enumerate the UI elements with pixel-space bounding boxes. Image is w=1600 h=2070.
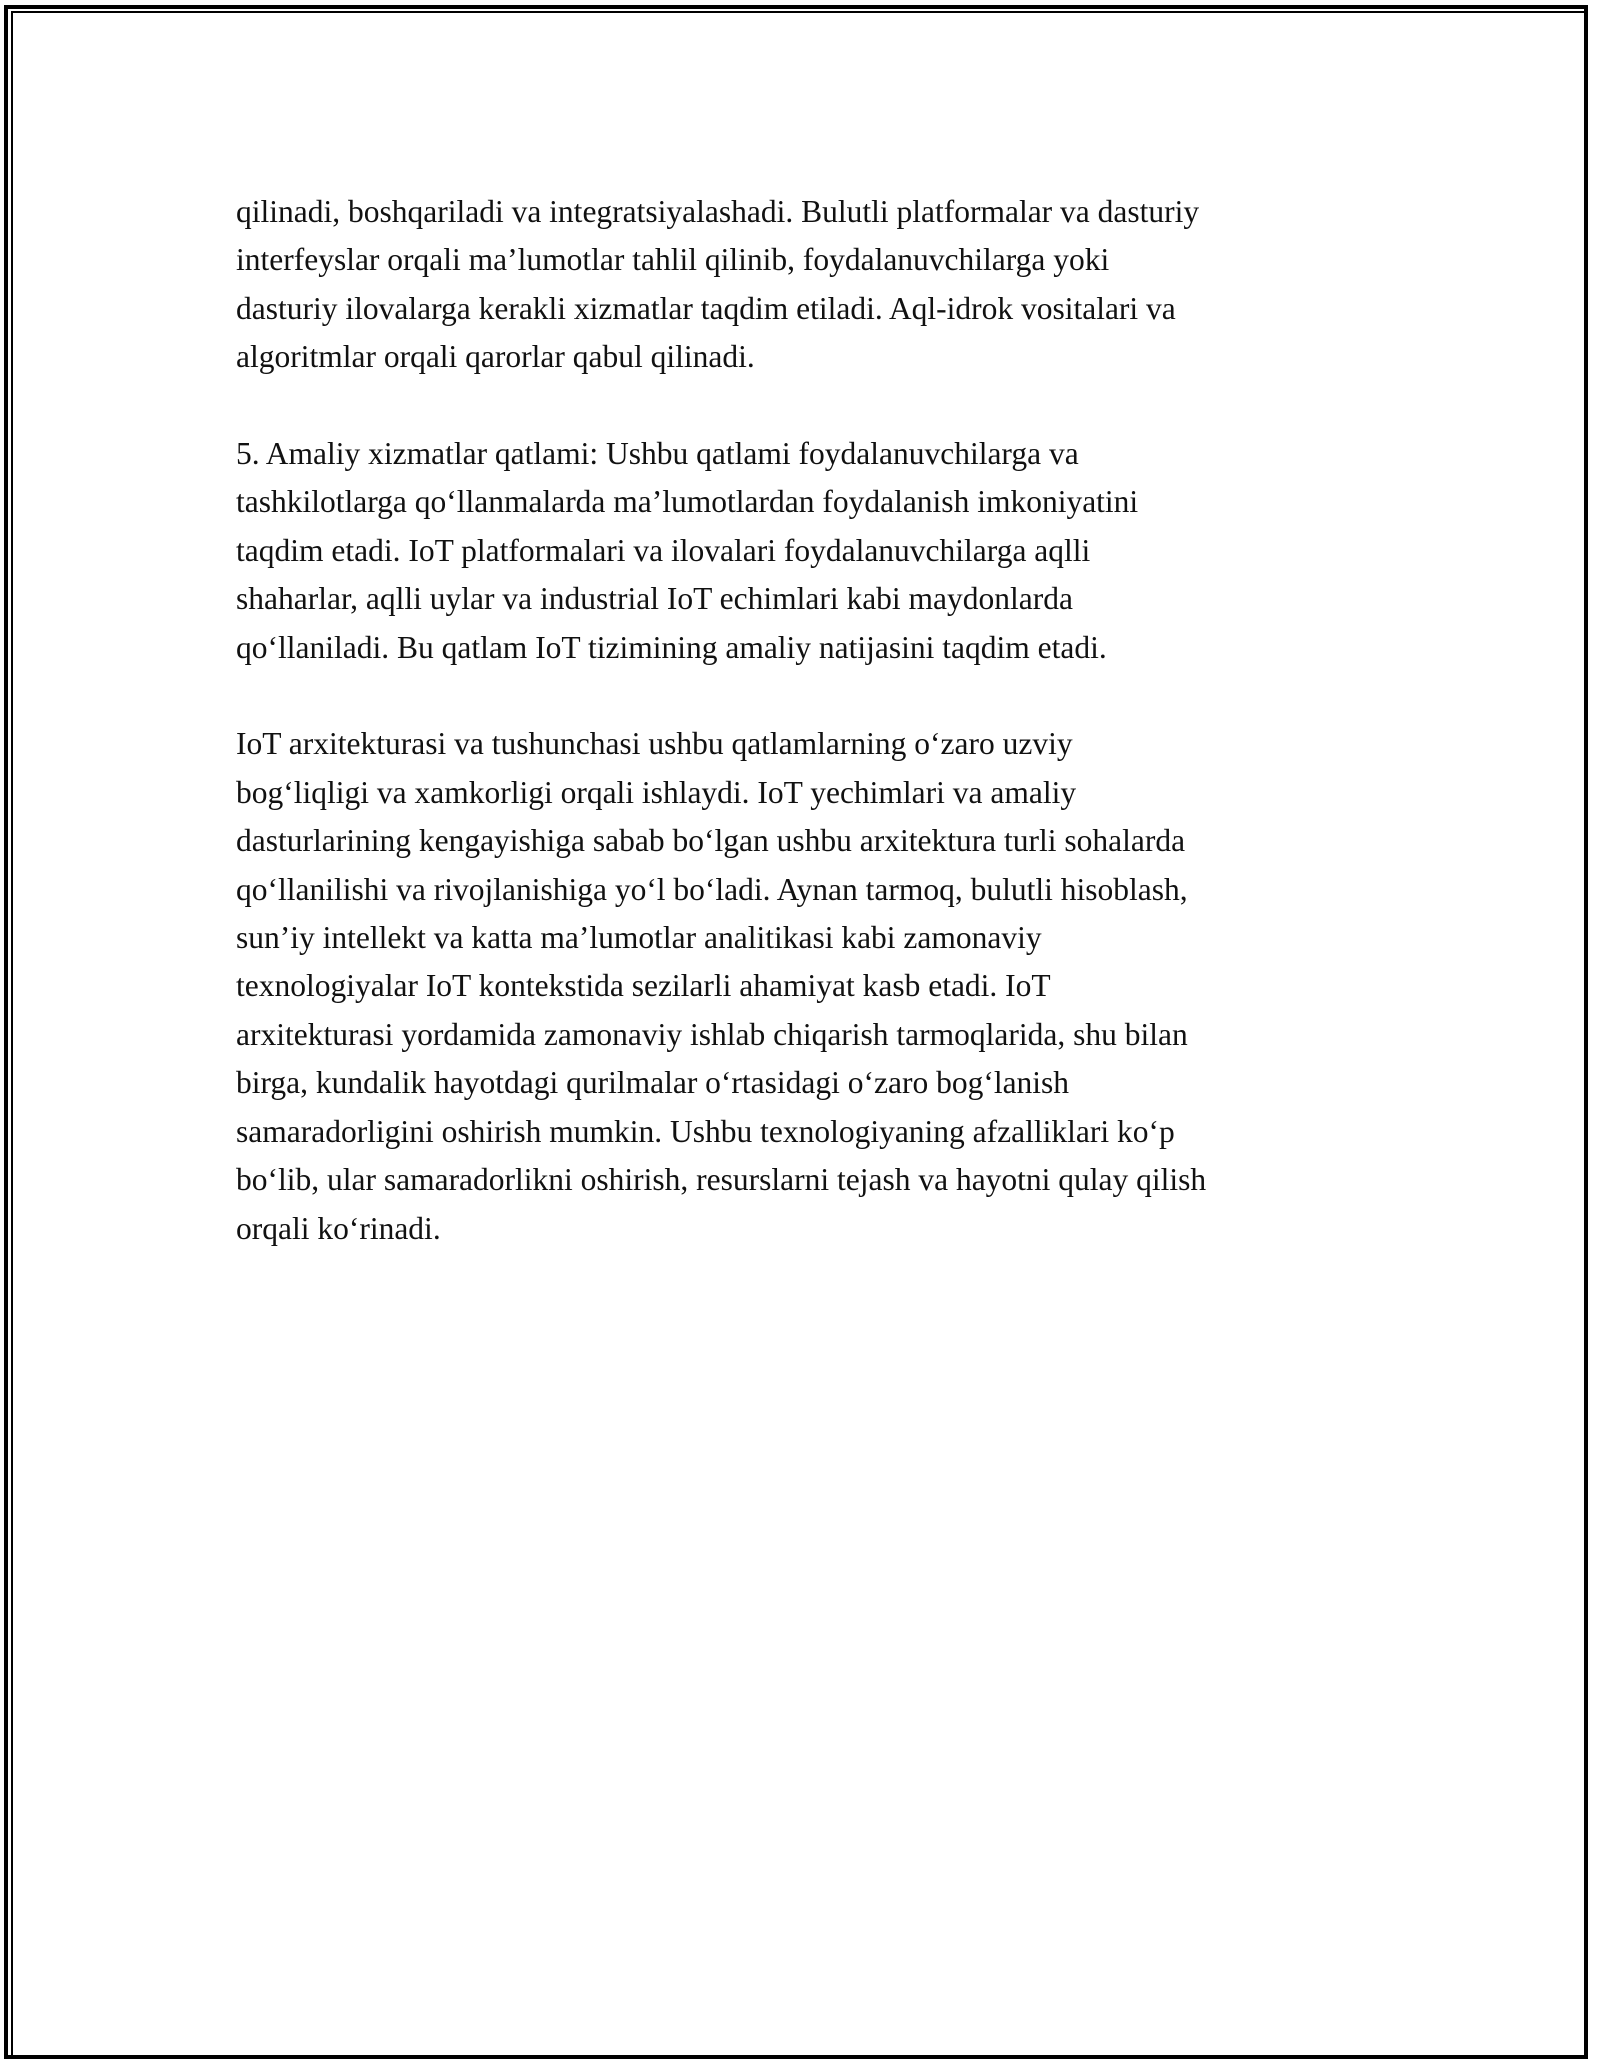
text-line: tashkilotlarga qo‘llanmalarda ma’lumotlardan foydalanish imkoniyatini xyxy=(236,484,1139,520)
text-line: qo‘llaniladi. Bu qatlam IoT tizimining amaliy natijasini taqdim etadi. xyxy=(236,629,1107,665)
paragraph-platform-layer xyxy=(236,188,1376,382)
text-line: arxitekturasi yordamida zamonaviy ishlab chiqarish tarmoqlarida, shu bilan xyxy=(236,1016,1188,1052)
text-line: taqdim etadi. IoT platformalari va ilovalari foydalanuvchilarga aqlli xyxy=(236,532,1091,568)
text-line: sun’iy intellekt va katta ma’lumotlar analitikasi kabi zamonaviy xyxy=(236,920,1042,956)
paragraph-application-layer xyxy=(236,430,1376,672)
document-body xyxy=(236,188,1376,1301)
text-line: samaradorligini oshirish mumkin. Ushbu texnologiyaning afzalliklari ko‘p xyxy=(236,1113,1175,1149)
text-line: birga, kundalik hayotdagi qurilmalar o‘rtasidagi o‘zaro bog‘lanish xyxy=(236,1065,1070,1101)
text-line: algoritmlar orqali qarorlar qabul qilinadi. xyxy=(236,339,755,375)
text-line: interfeyslar orqali ma’lumotlar tahlil qilinib, foydalanuvchilarga yoki xyxy=(236,242,1110,278)
text-line: qilinadi, boshqariladi va integratsiyalashadi. Bulutli platformalar va dasturiy xyxy=(236,194,1200,229)
text-line: shaharlar, aqlli uylar va industrial IoT echimlari kabi maydonlarda xyxy=(236,581,1073,617)
text-line: qo‘llanilishi va rivojlanishiga yo‘l bo‘ladi. Aynan tarmoq, bulutli hisoblash, xyxy=(236,871,1188,907)
text-line: texnologiyalar IoT kontekstida sezilarli ahamiyat kasb etadi. IoT xyxy=(236,968,1051,1004)
text-line: orqali ko‘rinadi. xyxy=(236,1210,441,1246)
text-line: dasturlarining kengayishiga sabab bo‘lgan ushbu arxitektura turli sohalarda xyxy=(236,823,1186,859)
text-line: bog‘liqligi va xamkorligi orqali ishlaydi. IoT yechimlari va amaliy xyxy=(236,774,1077,810)
text-line: IoT arxitekturasi va tushunchasi ushbu qatlamlarning o‘zaro uzviy xyxy=(236,726,1073,762)
text-line: bo‘lib, ular samaradorlikni oshirish, resurslarni tejash va hayotni qulay qilish xyxy=(236,1162,1207,1198)
paragraph-conclusion xyxy=(236,720,1376,1252)
text-line: dasturiy ilovalarga kerakli xizmatlar taqdim etiladi. Aql-idrok vositalari va xyxy=(236,290,1176,326)
text-line: 5. Amaliy xizmatlar qatlami: Ushbu qatlami foydalanuvchilarga va xyxy=(236,436,1079,472)
